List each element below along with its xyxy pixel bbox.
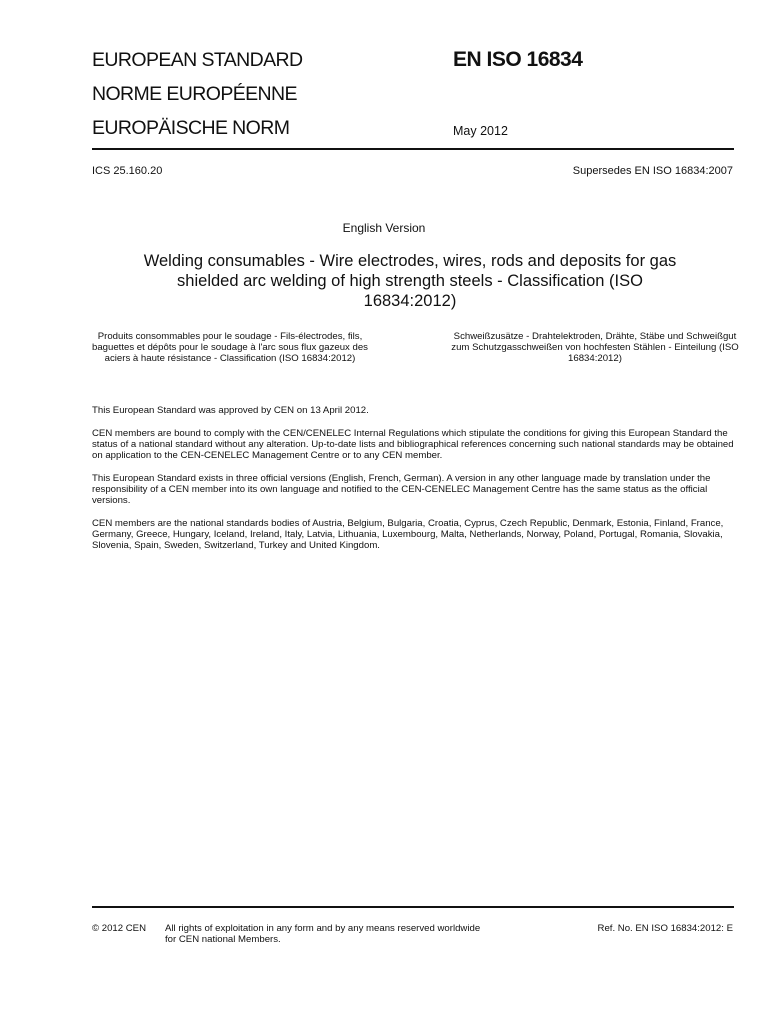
footer-divider	[92, 906, 734, 908]
document-title: Welding consumables - Wire electrodes, wires, rods and deposits for gas shielded arc welding of high strength steels - Classification (ISO 16834:2012)	[143, 252, 677, 310]
approval-paragraph: This European Standard was approved by CEN on 13 April 2012.	[92, 405, 369, 416]
header-divider	[92, 148, 734, 150]
title-french: NORME EUROPÉENNE	[92, 83, 297, 105]
german-title: Schweißzusätze - Drahtelektroden, Drähte, Stäbe und Schweißgut zum Schutzgasschweißen von hochfesten Stählen - Einteilung (ISO 16834:2012)	[451, 331, 739, 364]
versions-paragraph: This European Standard exists in three official versions (English, French, German). A version in any other language made by translation under the responsibility of a CEN member into its own language and notified to the CEN-CENELEC Management Centre has the same status as the official versions.	[92, 473, 711, 506]
title-english: EUROPEAN STANDARD	[92, 49, 303, 71]
ics-code: ICS 25.160.20	[92, 165, 163, 177]
title-german: EUROPÄISCHE NORM	[92, 117, 290, 139]
members-paragraph: CEN members are the national standards bodies of Austria, Belgium, Bulgaria, Croatia, Cyprus, Czech Republic, Denmark, Estonia, Finland, France, Germany, Greece, Hungary, Iceland, Ireland, Italy, Latvia, Lithuania, Luxembourg, Malta, Netherlands, Norway, Poland, Portugal, Romania, Slovakia, Slovenia, Spain, Sweden, Switzerland, Turkey and United Kingdom.	[92, 518, 724, 551]
publication-date: May 2012	[453, 124, 508, 138]
regulations-paragraph: CEN members are bound to comply with the CEN/CENELEC Internal Regulations which stipulate the conditions for giving this European Standard the status of a national standard without any alteration. Up-to-date lists and bibliographical references concerning such national standards may be obtained on application to the CEN-CENELEC Management Centre or to any CEN member.	[92, 428, 734, 461]
version-label: English Version	[342, 221, 426, 235]
rights-statement: All rights of exploitation in any form and by any means reserved worldwide for CEN national Members.	[165, 923, 481, 945]
copyright-notice: © 2012 CEN	[92, 923, 146, 934]
reference-number: Ref. No. EN ISO 16834:2012: E	[597, 923, 733, 934]
standard-number: EN ISO 16834	[453, 48, 583, 71]
supersedes-note: Supersedes EN ISO 16834:2007	[572, 165, 733, 177]
french-title: Produits consommables pour le soudage - Fils-électrodes, fils, baguettes et dépôts pour le soudage à l'arc sous flux gazeux des aciers à haute résistance - Classification (ISO 16834:2012)	[92, 331, 368, 364]
